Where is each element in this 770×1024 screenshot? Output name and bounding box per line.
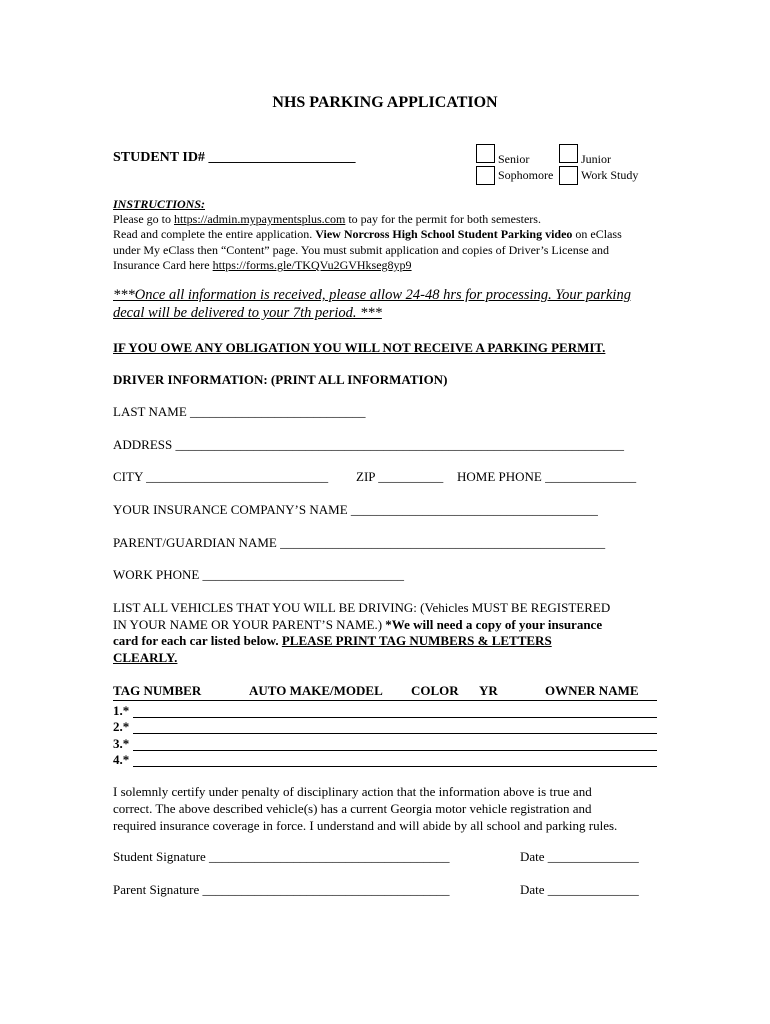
vehicles-line-1: LIST ALL VEHICLES THAT YOU WILL BE DRIVING: (Vehicles MUST BE REGISTERED xyxy=(113,600,611,615)
driver-info-heading: DRIVER INFORMATION: (PRINT ALL INFORMATION) xyxy=(113,372,448,387)
table-row-4-label: 4.* xyxy=(113,752,130,767)
page-title: NHS PARKING APPLICATION xyxy=(272,94,498,111)
table-row-4-line[interactable] xyxy=(133,766,657,767)
col-header-tag-number: TAG NUMBER xyxy=(113,683,202,698)
col-header-auto-make-model: AUTO MAKE/MODEL xyxy=(249,683,383,698)
payment-link[interactable]: https://admin.mypaymentsplus.com xyxy=(174,212,346,226)
parent-date-field[interactable]: Date ______________ xyxy=(520,882,639,897)
junior-checkbox[interactable] xyxy=(559,144,578,163)
obligation-warning: IF YOU OWE ANY OBLIGATION YOU WILL NOT RECEIVE A PARKING PERMIT. xyxy=(113,340,606,355)
processing-notice-line-2: decal will be delivered to your 7th period. *** xyxy=(113,305,382,321)
certification-line-3: required insurance coverage in force. I understand and will abide by all school and parking rules. xyxy=(113,818,618,833)
senior-checkbox[interactable] xyxy=(476,144,495,163)
zip-field[interactable]: ZIP __________ xyxy=(356,469,444,484)
guardian-name-field[interactable]: PARENT/GUARDIAN NAME __________________________________________________ xyxy=(113,535,606,550)
col-header-color: COLOR xyxy=(411,683,459,698)
table-row-2-line[interactable] xyxy=(133,733,657,734)
table-row-3-line[interactable] xyxy=(133,750,657,751)
home-phone-field[interactable]: HOME PHONE ______________ xyxy=(457,469,637,484)
instructions-line-3: under My eClass then “Content” page. You must submit application and copies of Driver’s License and xyxy=(113,243,610,257)
address-field[interactable]: ADDRESS _____________________________________________________________________ xyxy=(113,437,624,452)
parent-signature-field[interactable]: Parent Signature ______________________________________ xyxy=(113,882,450,897)
col-header-owner-name: OWNER NAME xyxy=(545,683,639,698)
table-row-3-label: 3.* xyxy=(113,736,130,751)
instructions-line-1: Please go to https://admin.mypaymentsplus.com to pay for the permit for both semesters. xyxy=(113,212,541,226)
work-study-label: Work Study xyxy=(581,168,639,182)
student-id-label: STUDENT ID# xyxy=(113,150,205,165)
table-header-rule xyxy=(113,700,657,701)
certification-line-2: correct. The above described vehicle(s) has a current Georgia motor vehicle registration and xyxy=(113,801,592,816)
processing-notice-line-1: ***Once all information is received, please allow 24-48 hrs for processing. Your parking xyxy=(113,287,631,303)
parking-video-text: View Norcross High School Student Parking video xyxy=(315,227,573,241)
insurance-company-field[interactable]: YOUR INSURANCE COMPANY’S NAME ______________________________________ xyxy=(113,502,598,517)
instructions-line-2: Read and complete the entire application. View Norcross High School Student Parking video on eClass xyxy=(113,227,622,241)
student-date-field[interactable]: Date ______________ xyxy=(520,849,639,864)
instructions-line-4: Insurance Card here https://forms.gle/TKQVu2GVHkseg8yp9 xyxy=(113,258,412,272)
student-signature-field[interactable]: Student Signature _____________________________________ xyxy=(113,849,450,864)
junior-label: Junior xyxy=(581,152,611,166)
student-id-blank: _____________________ xyxy=(208,150,356,165)
work-study-checkbox[interactable] xyxy=(559,166,578,185)
city-field[interactable]: CITY ____________________________ xyxy=(113,469,329,484)
col-header-year: YR xyxy=(479,683,498,698)
work-phone-field[interactable]: WORK PHONE _______________________________ xyxy=(113,567,405,582)
sophomore-checkbox[interactable] xyxy=(476,166,495,185)
table-row-1-line[interactable] xyxy=(133,717,657,718)
student-id-field[interactable] xyxy=(113,150,355,166)
vehicles-line-4: CLEARLY. xyxy=(113,650,178,665)
sophomore-label: Sophomore xyxy=(498,168,554,182)
forms-link[interactable]: https://forms.gle/TKQVu2GVHkseg8yp9 xyxy=(212,258,412,272)
table-row-1-label: 1.* xyxy=(113,703,130,718)
senior-label: Senior xyxy=(498,152,530,166)
instructions-heading: INSTRUCTIONS: xyxy=(113,197,206,211)
vehicles-line-3: card for each car listed below. PLEASE PRINT TAG NUMBERS & LETTERS xyxy=(113,633,552,648)
vehicles-line-2: IN YOUR NAME OR YOUR PARENT’S NAME.) *We will need a copy of your insurance xyxy=(113,617,603,632)
last-name-field[interactable]: LAST NAME ___________________________ xyxy=(113,404,366,419)
certification-line-1: I solemnly certify under penalty of disciplinary action that the information above is true and xyxy=(113,784,592,799)
table-row-2-label: 2.* xyxy=(113,719,130,734)
